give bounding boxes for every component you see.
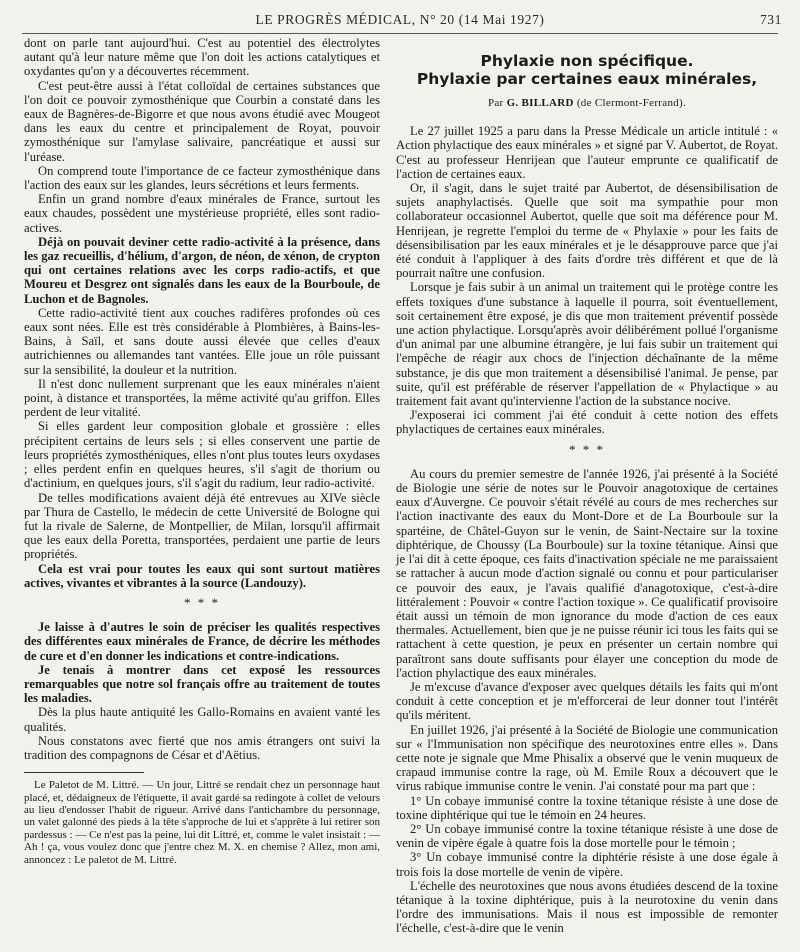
footnote-rule — [24, 772, 144, 773]
byline-author: G. BILLARD — [506, 97, 574, 109]
footnote-text: Le Paletot de M. Littré. — Un jour, Littré se rendait chez un personnage haut placé, et, dédaigneux de l'étiquette, il avait gardé sa redingote à collet de velours au lieu d'endosser l'habit de rigueur. Arrivé dans l'antichambre du personnage, un valet galonné des pieds à la tête s'approche de lui et s'apprête à lui retirer son pardessus : — Ce n'est pas la peine, lui dit Littré, et, comme le valet insistait : — Ah ! ça, vous voulez donc que j'entre chez M. X. en chemise ? Allez, mon ami, annoncez : Le paletot de M. Littré. — [24, 779, 380, 866]
byline — [396, 96, 778, 110]
section-separator: * * * — [569, 441, 605, 457]
paragraph: L'échelle des neurotoxines que nous avons étudiées descend de la toxine tétanique à la toxine diphtérique, puis à la neurotoxine du venin dans l'ordre des immunisations. Mais il nous est impossible de remonter l'échelle, c'est-à-dire que le venin — [396, 878, 778, 936]
paragraph: Lorsque je fais subir à un animal un traitement qui le protège contre les effets toxiques d'une substance à laquelle il pourra, soit éventuellement, soit certainement être exposé, je dis que mon traitement préventif possède une action phylactique. Lorsqu'après avoir délibérément pollué l'organisme d'un animal par une albumine étrangère, je lui fais subir un traitement qui l'empêche de réagir aux chocs de l'injection déchaînante de la même substance, je dis que mon traitement a désensibilisé l'animal. Je pense, par suite, qu'il est préférable de réserver l'appellation de « Phylactique » au traitement fait avant qu'intervienne l'action de la substance nocive. — [396, 280, 778, 409]
section-separator: * * * — [184, 594, 220, 610]
paragraph: De telles modifications avaient déjà été entrevues au XIVe siècle par Thura de Castello, le médecin de cette Université de Bologne qui fut la rivale de Salerne, de Montpellier, de Milan, lorsqu'il affirmait que les eaux della Poretta, transportées, perdaient une partie de leurs propriétés. — [24, 490, 380, 562]
paragraph: C'est peut-être aussi à l'état colloïdal de certaines substances que l'on doit ce pouvoir zymosthénique que Courbin a constaté dans les eaux de Bagnères-de-Bigorre et que nous avons étudié avec Mougeot dans les eaux du centre et principalement de Royat, pouvoir zymosthénique sur l'amylase salivaire, pancréatique et aussi sur l'uréase. — [24, 78, 380, 164]
paragraph: Cela est vrai pour toutes les eaux qui sont surtout matières actives, vivantes et vibrantes à la source (Landouzy). — [24, 561, 380, 590]
paragraph: 3° Un cobaye immunisé contre la diphtérie résiste à une dose égale à trois fois la dose mortelle de venin de vipère. — [396, 850, 778, 879]
paragraph: dont on parle tant aujourd'hui. C'est au potentiel des électrolytes autant qu'à leur nature même que l'on doit les actions catalytiques et oxydantes qu'on y a découvertes récemment. — [24, 36, 380, 79]
paragraph: Je tenais à montrer dans cet exposé les ressources remarquables que notre sol français offre au traitement de toutes les maladies. — [24, 662, 380, 706]
header-rule — [22, 33, 778, 34]
paragraph: On comprend toute l'importance de ce facteur zymosthénique dans l'action des eaux sur les glandes, leurs sécrétions et leurs ferments. — [24, 163, 380, 193]
paragraph: Nous constatons avec fierté que nos amis étrangers ont suivi la tradition des compagnons de César et d'Aëtius. — [24, 733, 380, 762]
left-column — [24, 36, 380, 866]
paragraph: Il n'est donc nullement surprenant que les eaux minérales n'aient point, à distance et transportées, la même activité qu'au griffon. Elles perdent de leur vitalité. — [24, 376, 380, 420]
byline-affiliation: (de Clermont-Ferrand). — [576, 97, 687, 109]
paragraph: Cette radio-activité tient aux couches radifères profondes où ces eaux sont nées. Elle est très considérable à Plombières, à Bains-les-Bains, à Saïl, et sans doute aussi élevée que celles d'eaux autrichiennes ou allemandes tant vantées. Elle joue un rôle puissant sur la sensibilité, la douleur et la nutrition. — [24, 305, 380, 377]
paragraph: J'exposerai ici comment j'ai été conduit à cette notion des effets phylactiques de certaines eaux minérales. — [396, 408, 778, 437]
paragraph: 1° Un cobaye immunisé contre la toxine tétanique résiste à une dose de toxine diphtérique qui tue le témoin en 24 heures. — [396, 793, 778, 822]
page-number: 731 — [759, 12, 782, 27]
footnote — [24, 779, 380, 866]
paragraph: Dès la plus haute antiquité les Gallo-Romains en avaient vanté les qualités. — [24, 705, 380, 734]
paragraph: Enfin un grand nombre d'eaux minérales de France, surtout les eaux chaudes, possèdent une mystérieuse propriété, elles sont radio-actives. — [24, 192, 380, 235]
paragraph: Au cours du premier semestre de l'année 1926, j'ai présenté à la Société de Biologie une série de notes sur le Pouvoir anagotoxique de certaines eaux d'Auvergne. Ce pouvoir s'était révélé au cours de mes recherches sur l'action inactivante des eaux du Mont-Dore et de La Bourboule sur la spartéine, de Châtel-Guyon sur le venin, de Saint-Nectaire sur la toxine diphtérique, de Choussy (La Bourboule) sur la toxine tétanique. Ainsi que je l'ai dit à cette époque, ces faits d'inactivation spéciale ne me paraissaient se rattacher à aucun mode d'action signalé ou connu et pour particulariser ce pouvoir des eaux, je l'avais qualifié d'anagotoxique, c'est-à-dire littéralement : Pouvoir « contre l'action toxique ». Ce qualificatif provisoire était aussi un témoin de mon ignorance du mode d'action de ces eaux thermales. Actuellement, bien que je ne puisse réunir ici tous les faits qui se rattachent à cette question, je peux en présenter un certain nombre qui paraîtront sans doute suffisants pour élayer une conception du mode de l'action phylactique des eaux minérales. — [396, 466, 778, 680]
paragraph: Je m'excuse d'avance d'exposer avec quelques détails les faits qui m'ont conduit à cette conception et je m'efforcerai de leur donner tout l'intérêt qu'ils méritent. — [396, 679, 778, 723]
article-title-line2: Phylaxie par certaines eaux minérales, — [416, 70, 758, 88]
paragraph: Je laisse à d'autres le soin de préciser les qualités respectives des différentes eaux minérales de France, de décrire les méthodes de cure et d'en donner les indications et contre-indications. — [24, 620, 380, 663]
paragraph: Si elles gardent leur composition globale et grossière : elles précipitent certains de leurs sels ; si elles conservent une partie de leurs propriétés zymosthéniques, elles n'ont plus toutes leurs oxydases ; elles perdent enfin en quelques heures, s'il s'agit de thorium ou d'actinium, en quelques jours, s'il s'agit du radium, leur radio-activité. — [24, 419, 380, 491]
running-title: LE PROGRÈS MÉDICAL, N° 20 (14 Mai 1927) — [255, 12, 545, 27]
byline-prefix: Par — [487, 97, 504, 109]
paragraph: Le 27 juillet 1925 a paru dans la Presse Médicale un article intitulé : « Action phylactique des eaux minérales » et signé par V. Aubertot, de Royat. C'est au professeur Henrijean que l'auteur emprunte ce qualificatif de l'action de certaines eaux. — [396, 124, 778, 181]
article-title-line1: Phylaxie non spécifique. — [480, 52, 694, 70]
paragraph: 2° Un cobaye immunisé contre la toxine tétanique résiste à une dose de venin de vipère égale à quatre fois la dose mortelle pour le témoin ; — [396, 821, 778, 851]
paragraph: Déjà on pouvait deviner cette radio-activité à la présence, dans les gaz recueillis, d'hélium, d'argon, de néon, de xénon, de crypton qui ont certaines relations avec les corps radio-actifs, et que Moureu et Desgrez ont signalés dans les eaux de la Bourboule, de Luchon et de Bagnoles. — [24, 234, 380, 306]
paragraph: Or, il s'agit, dans le sujet traité par Aubertot, de désensibilisation de sujets anaphylactisés. Quelle que soit ma sympathie pour mon collaborateur occasionnel Aubertot, quelle que soit ma déférence pour M. Henrijean, je regrette l'emploi du terme de « Phylaxie » pour les faits de désensibilisation par les eaux minérales et je le désapprouve parce que j'ai été conduit à l'appliquer à des faits d'ordre très différent et que de là pourrait naître une confusion. — [396, 181, 778, 281]
right-column — [396, 36, 778, 936]
page-header — [0, 8, 800, 30]
paragraph: En juillet 1926, j'ai présenté à la Société de Biologie une communication sur « l'Immunisation non spécifique des neurotoxines entre elles ». Dans cette note je signale que Mme Phisalix a observé que le venin muqueux de crapaud immunise contre la rage, où M. Emile Roux a découvert que le virus rabique immunise contre le venin. J'ai constaté pour ma part que : — [396, 722, 778, 794]
article-title — [396, 52, 778, 88]
